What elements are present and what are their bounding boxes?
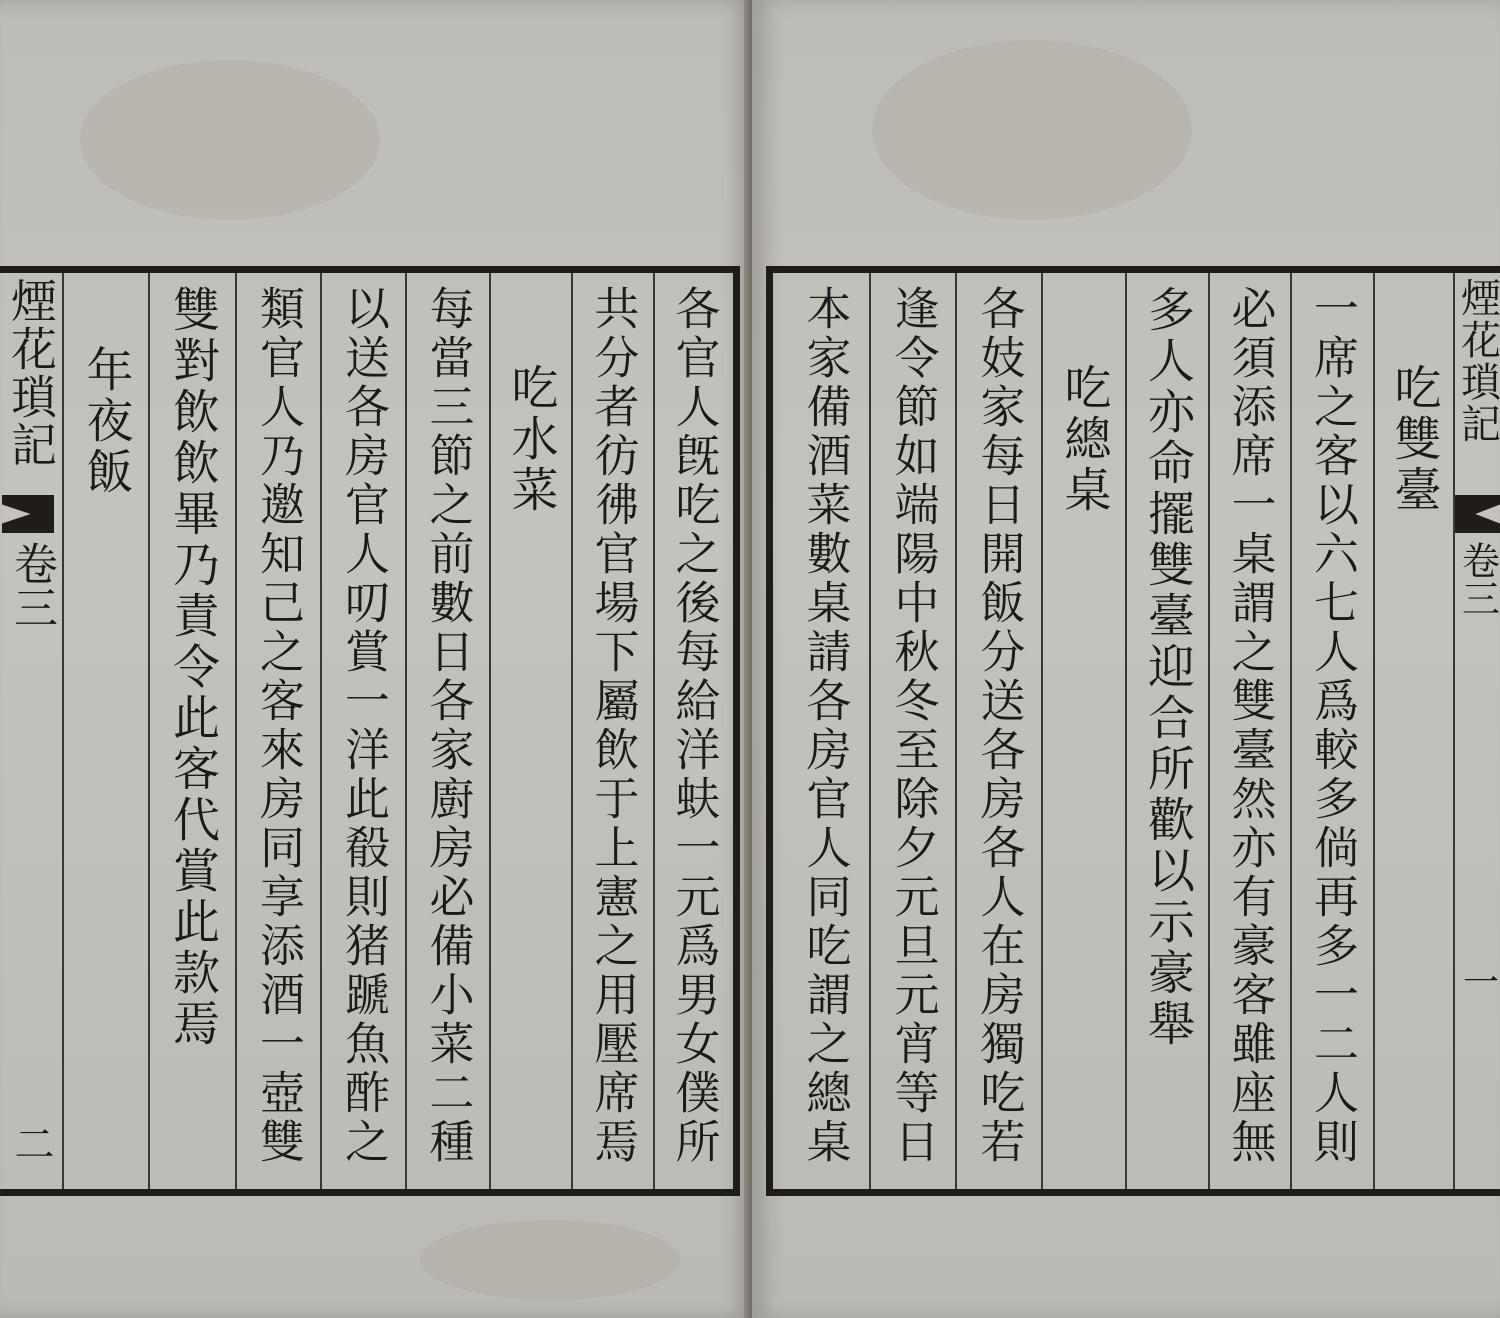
- right-folio-number: 一: [1457, 963, 1499, 999]
- left-margin-column: [0, 273, 62, 1189]
- text-column: 雙對飲飲畢乃責令此客代賞此款焉: [165, 285, 220, 1050]
- text-column: 每當三節之前數日各家廚房必備小菜二種: [421, 285, 475, 1167]
- left-col-7: [148, 273, 235, 1189]
- text-column: 多人亦命擺雙臺迎合所歡以示豪舉: [1140, 285, 1195, 1050]
- right-page-frame: [766, 266, 1500, 1196]
- right-col-1: [1373, 273, 1453, 1189]
- right-margin-column: [1453, 273, 1500, 1189]
- text-column: 以送各房官人叨賞一洋此殽則猪蹏魚酢之: [337, 285, 390, 1167]
- right-col-7: [869, 273, 955, 1189]
- text-column: 逢令節如端陽中秋冬至除夕元旦元宵等日: [886, 285, 940, 1167]
- right-page: [752, 0, 1500, 1318]
- paper-stain: [420, 1220, 680, 1300]
- text-column: 各妓家每日開飯分送各房各人在房獨吃若: [972, 285, 1026, 1167]
- right-col-4: [1125, 273, 1208, 1189]
- text-column: 一席之客以六七人爲較多倘再多一二人則: [1306, 285, 1359, 1167]
- text-column: 各官人旣吃之後每給洋蚨一元爲男女僕所: [667, 285, 721, 1167]
- right-margin-juan: 卷三: [1455, 541, 1500, 617]
- left-page-frame: [0, 266, 740, 1196]
- text-column: 類官人乃邀知己之客來房同享添酒一壺雙: [252, 285, 305, 1167]
- left-col-1: [653, 273, 733, 1189]
- left-col-6: [235, 273, 320, 1189]
- section-heading: 吃雙臺: [1386, 363, 1442, 516]
- left-folio-number: 二: [8, 1123, 54, 1163]
- section-heading: 吃總桌: [1056, 363, 1112, 516]
- left-col-8: [62, 273, 148, 1189]
- right-margin-title: 煙花瑣記: [1454, 277, 1500, 445]
- section-heading: 年夜飯: [78, 345, 134, 498]
- right-col-6: [955, 273, 1041, 1189]
- left-margin-title: 煙花瑣記: [4, 277, 58, 469]
- text-column: 本家備酒菜數桌請各房官人同吃謂之總桌: [798, 285, 852, 1167]
- right-col-8: [781, 273, 869, 1189]
- section-heading: 吃水菜: [503, 363, 559, 516]
- left-col-3: [489, 273, 571, 1189]
- left-col-4: [405, 273, 489, 1189]
- right-col-2: [1290, 273, 1373, 1189]
- left-margin-juan: 卷三: [6, 541, 57, 629]
- text-column: 共分者彷彿官場下屬飲于上憲之用壓席焉: [586, 285, 640, 1167]
- paper-stain: [872, 40, 1192, 220]
- right-col-3: [1208, 273, 1290, 1189]
- paper-stain: [80, 60, 380, 220]
- right-col-5: [1041, 273, 1125, 1189]
- fish-tail-mark: [1455, 495, 1500, 533]
- left-col-2: [571, 273, 653, 1189]
- text-column: 必須添席一桌謂之雙臺然亦有豪客雖座無: [1223, 285, 1277, 1167]
- left-col-5: [320, 273, 405, 1189]
- fish-tail-mark: [2, 495, 54, 533]
